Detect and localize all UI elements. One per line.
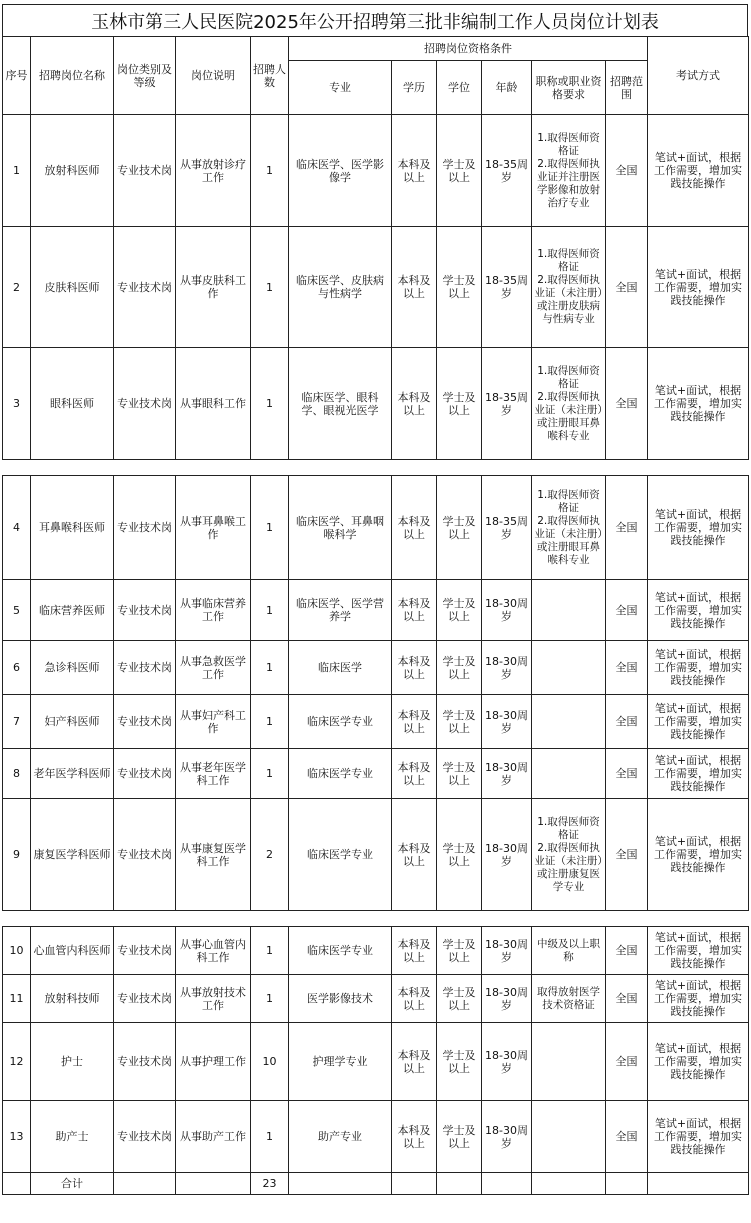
description-cell: 从事心血管内科工作 [176,927,251,975]
position-cell: 耳鼻喉科医师 [31,476,114,580]
category-cell: 专业技术岗 [114,695,176,749]
degree-cell: 学士及以上 [437,476,482,580]
count-cell: 1 [251,641,289,695]
position-cell: 急诊科医师 [31,641,114,695]
seq-cell: 9 [3,799,31,911]
exam-cell: 笔试+面试，根据工作需要，增加实践技能操作 [648,799,749,911]
age-cell: 18-30周岁 [482,1101,532,1173]
category-cell: 专业技术岗 [114,1101,176,1173]
table-row [3,975,749,1023]
empty-cell [648,1173,749,1195]
title-req-cell [532,749,606,799]
position-cell: 临床营养医师 [31,580,114,641]
empty-cell [532,1173,606,1195]
description-cell: 从事妇产科工作 [176,695,251,749]
exam-cell: 笔试+面试，根据工作需要，增加实践技能操作 [648,1101,749,1173]
age-cell: 18-30周岁 [482,1023,532,1101]
degree-cell: 学士及以上 [437,695,482,749]
position-cell: 护士 [31,1023,114,1101]
table-row [3,695,749,749]
title-req-cell: 1.取得医师资格证 2.取得医师执业证（未注册）或注册眼耳鼻喉科专业 [532,476,606,580]
major-cell: 临床医学、医学营养学 [289,580,392,641]
position-cell: 放射科医师 [31,115,114,227]
degree-cell: 学士及以上 [437,641,482,695]
major-cell: 临床医学专业 [289,695,392,749]
title-req-cell [532,1023,606,1101]
scope-cell: 全国 [606,1023,648,1101]
major-cell: 助产专业 [289,1101,392,1173]
seq-cell: 6 [3,641,31,695]
count-cell: 1 [251,749,289,799]
age-cell: 18-30周岁 [482,695,532,749]
empty-cell [3,1173,31,1195]
empty-cell [114,1173,176,1195]
education-cell: 本科及以上 [392,348,437,460]
position-cell: 助产士 [31,1101,114,1173]
exam-cell: 笔试+面试，根据工作需要，增加实践技能操作 [648,227,749,348]
major-cell: 临床医学专业 [289,927,392,975]
seq-cell: 12 [3,1023,31,1101]
education-cell: 本科及以上 [392,1101,437,1173]
total-row [3,1173,749,1195]
header-age: 年龄 [482,61,532,115]
header-exam: 考试方式 [648,37,749,115]
header-row-1 [3,37,749,61]
position-cell: 眼科医师 [31,348,114,460]
title-req-cell [532,580,606,641]
description-cell: 从事皮肤科工作 [176,227,251,348]
scope-cell: 全国 [606,348,648,460]
degree-cell: 学士及以上 [437,348,482,460]
education-cell: 本科及以上 [392,115,437,227]
age-cell: 18-30周岁 [482,641,532,695]
title-req-cell: 中级及以上职称 [532,927,606,975]
degree-cell: 学士及以上 [437,1023,482,1101]
count-cell: 10 [251,1023,289,1101]
degree-cell: 学士及以上 [437,115,482,227]
header-description: 岗位说明 [176,37,251,115]
exam-cell: 笔试+面试，根据工作需要，增加实践技能操作 [648,749,749,799]
education-cell: 本科及以上 [392,476,437,580]
major-cell: 临床医学、医学影像学 [289,115,392,227]
major-cell: 临床医学、耳鼻咽喉科学 [289,476,392,580]
position-cell: 老年医学科医师 [31,749,114,799]
recruitment-table-part-1 [2,36,749,460]
title-req-cell: 取得放射医学技术资格证 [532,975,606,1023]
category-cell: 专业技术岗 [114,927,176,975]
header-category: 岗位类别及等级 [114,37,176,115]
category-cell: 专业技术岗 [114,227,176,348]
age-cell: 18-30周岁 [482,927,532,975]
scope-cell: 全国 [606,227,648,348]
position-cell: 放射科技师 [31,975,114,1023]
table-row [3,476,749,580]
recruitment-table-part-3 [2,926,749,1195]
major-cell: 临床医学 [289,641,392,695]
title-req-cell: 1.取得医师资格证 2.取得医师执业证（未注册）或注册皮肤病与性病专业 [532,227,606,348]
education-cell: 本科及以上 [392,641,437,695]
count-cell: 1 [251,580,289,641]
age-cell: 18-35周岁 [482,115,532,227]
exam-cell: 笔试+面试，根据工作需要，增加实践技能操作 [648,348,749,460]
scope-cell: 全国 [606,975,648,1023]
title-req-cell: 1.取得医师资格证 2.取得医师执业证（未注册）或注册康复医学专业 [532,799,606,911]
position-cell: 心血管内科医师 [31,927,114,975]
title-req-cell [532,641,606,695]
count-cell: 1 [251,348,289,460]
title-req-cell: 1.取得医师资格证 2.取得医师执业证并注册医学影像和放射治疗专业 [532,115,606,227]
education-cell: 本科及以上 [392,695,437,749]
scope-cell: 全国 [606,1101,648,1173]
description-cell: 从事助产工作 [176,1101,251,1173]
degree-cell: 学士及以上 [437,749,482,799]
seq-cell: 10 [3,927,31,975]
total-count: 23 [251,1173,289,1195]
table-row [3,348,749,460]
seq-cell: 1 [3,115,31,227]
education-cell: 本科及以上 [392,927,437,975]
empty-cell [482,1173,532,1195]
seq-cell: 5 [3,580,31,641]
category-cell: 专业技术岗 [114,476,176,580]
category-cell: 专业技术岗 [114,749,176,799]
degree-cell: 学士及以上 [437,227,482,348]
major-cell: 临床医学、皮肤病与性病学 [289,227,392,348]
exam-cell: 笔试+面试，根据工作需要，增加实践技能操作 [648,695,749,749]
category-cell: 专业技术岗 [114,641,176,695]
count-cell: 1 [251,227,289,348]
education-cell: 本科及以上 [392,227,437,348]
scope-cell: 全国 [606,580,648,641]
empty-cell [289,1173,392,1195]
description-cell: 从事急救医学工作 [176,641,251,695]
empty-cell [392,1173,437,1195]
education-cell: 本科及以上 [392,1023,437,1101]
major-cell: 护理学专业 [289,1023,392,1101]
description-cell: 从事护理工作 [176,1023,251,1101]
age-cell: 18-30周岁 [482,975,532,1023]
description-cell: 从事康复医学科工作 [176,799,251,911]
seq-cell: 2 [3,227,31,348]
description-cell: 从事临床营养工作 [176,580,251,641]
header-education: 学历 [392,61,437,115]
position-cell: 妇产科医师 [31,695,114,749]
major-cell: 医学影像技术 [289,975,392,1023]
exam-cell: 笔试+面试，根据工作需要，增加实践技能操作 [648,927,749,975]
table-row [3,641,749,695]
category-cell: 专业技术岗 [114,975,176,1023]
total-label: 合计 [31,1173,114,1195]
table-row [3,799,749,911]
title-req-cell [532,695,606,749]
degree-cell: 学士及以上 [437,580,482,641]
major-cell: 临床医学专业 [289,799,392,911]
education-cell: 本科及以上 [392,749,437,799]
empty-cell [606,1173,648,1195]
title-req-cell: 1.取得医师资格证 2.取得医师执业证（未注册）或注册眼耳鼻喉科专业 [532,348,606,460]
age-cell: 18-35周岁 [482,476,532,580]
category-cell: 专业技术岗 [114,1023,176,1101]
description-cell: 从事老年医学科工作 [176,749,251,799]
count-cell: 1 [251,927,289,975]
table-row [3,227,749,348]
seq-cell: 4 [3,476,31,580]
degree-cell: 学士及以上 [437,927,482,975]
scope-cell: 全国 [606,927,648,975]
exam-cell: 笔试+面试，根据工作需要，增加实践技能操作 [648,975,749,1023]
scope-cell: 全国 [606,476,648,580]
exam-cell: 笔试+面试，根据工作需要，增加实践技能操作 [648,115,749,227]
header-position: 招聘岗位名称 [31,37,114,115]
header-count: 招聘人数 [251,37,289,115]
table-row [3,749,749,799]
table-row [3,1101,749,1173]
header-scope: 招聘范围 [606,61,648,115]
description-cell: 从事放射诊疗工作 [176,115,251,227]
scope-cell: 全国 [606,641,648,695]
scope-cell: 全国 [606,115,648,227]
header-major: 专业 [289,61,392,115]
category-cell: 专业技术岗 [114,348,176,460]
scope-cell: 全国 [606,695,648,749]
exam-cell: 笔试+面试，根据工作需要，增加实践技能操作 [648,580,749,641]
count-cell: 1 [251,1101,289,1173]
seq-cell: 7 [3,695,31,749]
degree-cell: 学士及以上 [437,1101,482,1173]
table-row [3,927,749,975]
degree-cell: 学士及以上 [437,799,482,911]
description-cell: 从事眼科工作 [176,348,251,460]
header-degree: 学位 [437,61,482,115]
header-seq: 序号 [3,37,31,115]
education-cell: 本科及以上 [392,799,437,911]
position-cell: 康复医学科医师 [31,799,114,911]
count-cell: 1 [251,975,289,1023]
scope-cell: 全国 [606,749,648,799]
position-cell: 皮肤科医师 [31,227,114,348]
recruitment-table-part-2 [2,475,749,911]
empty-cell [437,1173,482,1195]
seq-cell: 11 [3,975,31,1023]
description-cell: 从事放射技术工作 [176,975,251,1023]
description-cell: 从事耳鼻喉工作 [176,476,251,580]
degree-cell: 学士及以上 [437,975,482,1023]
empty-cell [176,1173,251,1195]
education-cell: 本科及以上 [392,975,437,1023]
header-qualification: 招聘岗位资格条件 [289,37,648,61]
category-cell: 专业技术岗 [114,580,176,641]
table-row [3,115,749,227]
header-title-req: 职称或职业资格要求 [532,61,606,115]
seq-cell: 8 [3,749,31,799]
category-cell: 专业技术岗 [114,115,176,227]
age-cell: 18-30周岁 [482,749,532,799]
table-row [3,580,749,641]
education-cell: 本科及以上 [392,580,437,641]
title-req-cell [532,1101,606,1173]
count-cell: 1 [251,476,289,580]
exam-cell: 笔试+面试，根据工作需要，增加实践技能操作 [648,1023,749,1101]
category-cell: 专业技术岗 [114,799,176,911]
age-cell: 18-35周岁 [482,348,532,460]
major-cell: 临床医学专业 [289,749,392,799]
age-cell: 18-30周岁 [482,799,532,911]
exam-cell: 笔试+面试，根据工作需要，增加实践技能操作 [648,476,749,580]
scope-cell: 全国 [606,799,648,911]
major-cell: 临床医学、眼科学、眼视光医学 [289,348,392,460]
age-cell: 18-30周岁 [482,580,532,641]
count-cell: 1 [251,115,289,227]
count-cell: 2 [251,799,289,911]
exam-cell: 笔试+面试，根据工作需要，增加实践技能操作 [648,641,749,695]
age-cell: 18-35周岁 [482,227,532,348]
count-cell: 1 [251,695,289,749]
seq-cell: 13 [3,1101,31,1173]
table-row [3,1023,749,1101]
page-title: 玉林市第三人民医院2025年公开招聘第三批非编制工作人员岗位计划表 [2,4,748,36]
seq-cell: 3 [3,348,31,460]
